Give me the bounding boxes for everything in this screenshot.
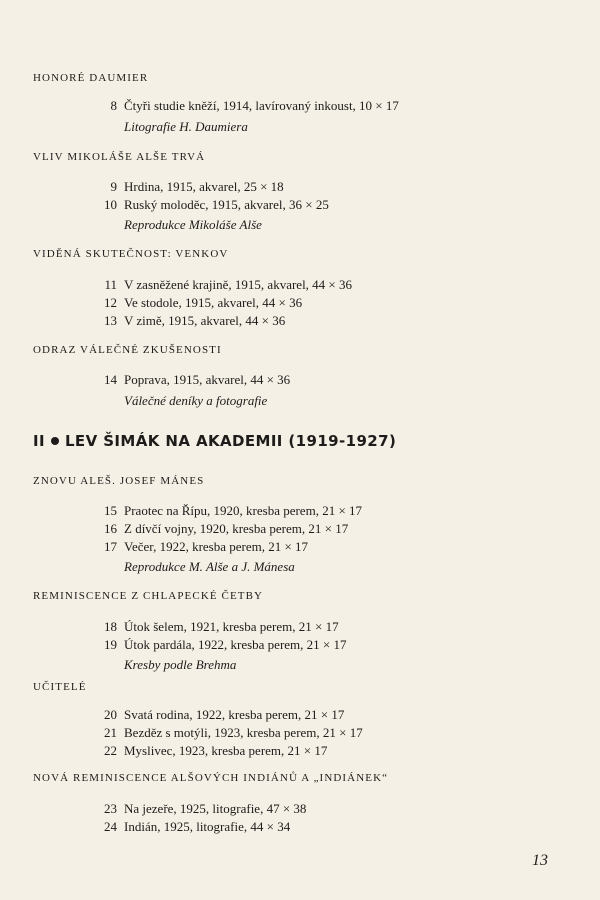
- section-heading: VLIV MIKOLÁŠE ALŠE TRVÁ: [33, 151, 206, 163]
- section-heading: NOVÁ REMINISCENCE ALŠOVÝCH INDIÁNŮ A „INDIÁNEK“: [33, 772, 389, 784]
- section-heading: VIDĚNÁ SKUTEČNOST: VENKOV: [33, 248, 229, 260]
- catalog-item: 12 Ve stodole, 1915, akvarel, 44 × 36: [104, 295, 303, 310]
- catalog-item: 17 Večer, 1922, kresba perem, 21 × 17: [104, 539, 309, 554]
- catalog-item: 20 Svatá rodina, 1922, kresba perem, 21 × 17: [104, 707, 345, 722]
- catalog-item: 10 Ruský moloděc, 1915, akvarel, 36 × 25: [104, 197, 329, 212]
- section-heading: ZNOVU ALEŠ. JOSEF MÁNES: [33, 475, 205, 487]
- catalog-item: 11 V zasněžené krajině, 1915, akvarel, 44 × 36: [104, 277, 353, 292]
- source-note: Kresby podle Brehma: [124, 657, 237, 672]
- catalog-item: 8 Čtyři studie kněží, 1914, lavírovaný inkoust, 10 × 17: [110, 98, 399, 113]
- page-number: 13: [532, 852, 548, 869]
- catalog-item: 13 V zimě, 1915, akvarel, 44 × 36: [104, 313, 286, 328]
- catalog-item: 22 Myslivec, 1923, kresba perem, 21 × 17: [104, 743, 328, 758]
- catalog-item: 14 Poprava, 1915, akvarel, 44 × 36: [104, 372, 291, 387]
- catalog-item: 24 Indián, 1925, litografie, 44 × 34: [104, 819, 291, 834]
- section-heading: REMINISCENCE Z CHLAPECKÉ ČETBY: [33, 590, 264, 602]
- catalog-item: 9 Hrdina, 1915, akvarel, 25 × 18: [110, 179, 284, 194]
- section-heading: ODRAZ VÁLEČNÉ ZKUŠENOSTI: [33, 344, 222, 356]
- catalog-item: 15 Praotec na Řípu, 1920, kresba perem, 21 × 17: [104, 503, 363, 518]
- catalog-item: 18 Útok šelem, 1921, kresba perem, 21 × 17: [104, 619, 339, 634]
- catalog-item: 21 Bezděz s motýli, 1923, kresba perem, 21 × 17: [104, 725, 363, 740]
- section-heading: UČITELÉ: [33, 681, 87, 693]
- source-note: Litografie H. Daumiera: [124, 119, 248, 134]
- chapter-heading: II LEV ŠIMÁK NA AKADEMII (1919-1927): [33, 432, 397, 450]
- source-note: Válečné deníky a fotografie: [124, 393, 268, 408]
- source-note: Reprodukce M. Alše a J. Mánesa: [124, 559, 295, 574]
- bullet-dot-icon: [51, 437, 59, 445]
- source-note: Reprodukce Mikoláše Alše: [124, 217, 262, 232]
- catalog-item: 19 Útok pardála, 1922, kresba perem, 21 × 17: [104, 637, 347, 652]
- catalog-item: 23 Na jezeře, 1925, litografie, 47 × 38: [104, 801, 307, 816]
- section-heading: HONORÉ DAUMIER: [33, 72, 149, 84]
- catalog-item: 16 Z dívčí vojny, 1920, kresba perem, 21 × 17: [104, 521, 349, 536]
